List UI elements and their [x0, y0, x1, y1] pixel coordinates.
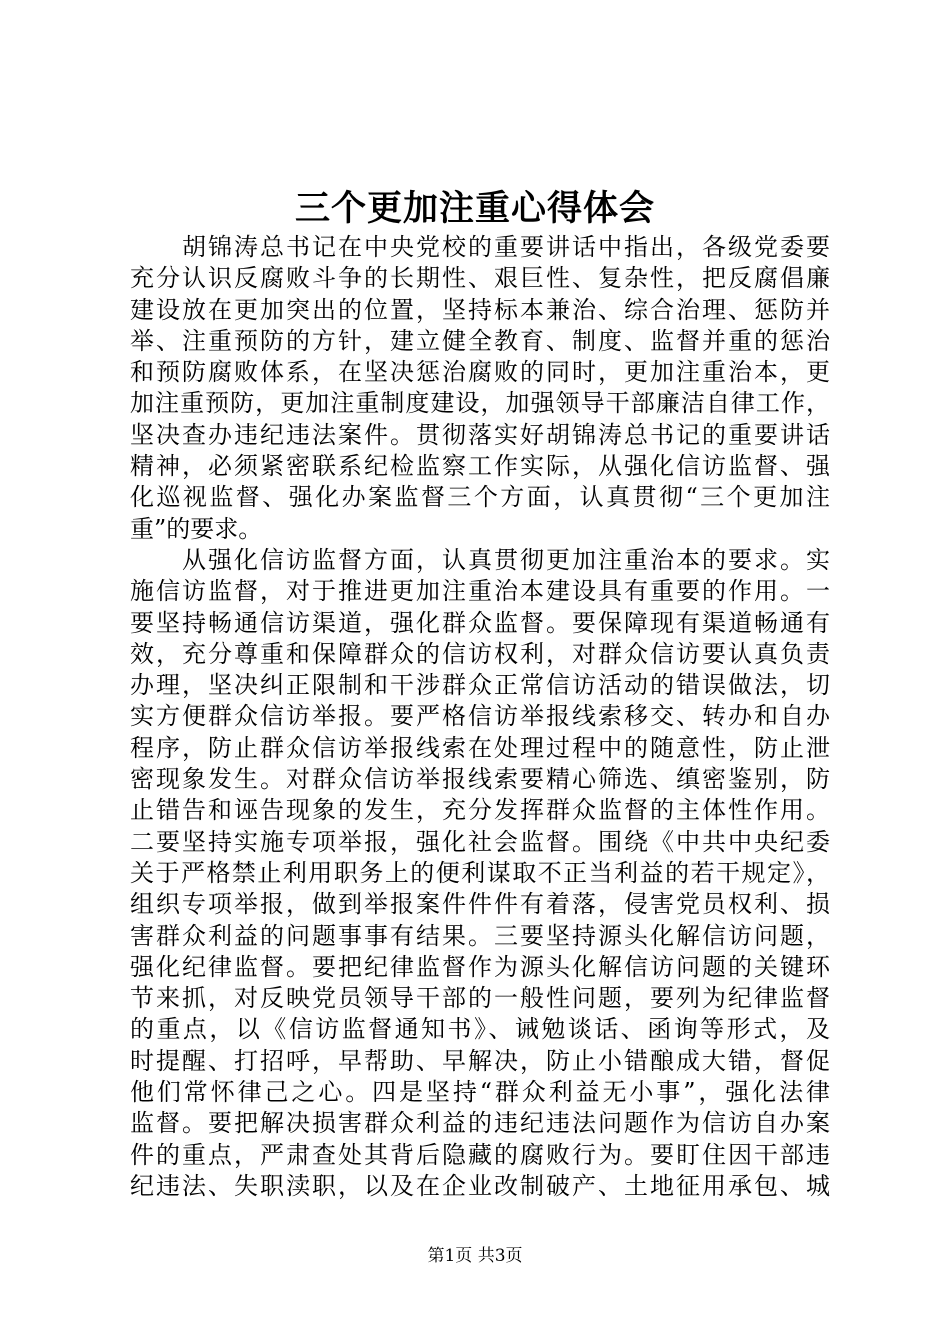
page-footer: 第1页 共3页 — [427, 1246, 523, 1266]
text-line: 他们常怀律己之心。四是坚持“群众利益无小事”，强化法律 — [130, 1078, 830, 1107]
text-line: 监督。要把解决损害群众利益的违纪违法问题作为信访自办案 — [130, 1109, 830, 1138]
text-line: 重”的要求。 — [130, 514, 263, 543]
text-line: 实方便群众信访举报。要严格信访举报线索移交、转办和自办 — [130, 702, 830, 731]
text-line: 施信访监督，对于推进更加注重治本建设具有重要的作用。一 — [130, 577, 830, 606]
text-line: 加注重预防，更加注重制度建设，加强领导干部廉洁自律工作， — [130, 389, 830, 418]
text-line: 件的重点，严肃查处其背后隐藏的腐败行为。要盯住因干部违 — [130, 1140, 830, 1169]
text-line: 胡锦涛总书记在中央党校的重要讲话中指出，各级党委要 — [130, 233, 830, 261]
text-line: 强化纪律监督。要把纪律监督作为源头化解信访问题的关键环 — [130, 952, 830, 981]
text-line: 程序，防止群众信访举报线索在处理过程中的随意性，防止泄 — [130, 733, 830, 762]
text-line: 组织专项举报，做到举报案件件件有着落，侵害党员权利、损 — [130, 890, 830, 919]
text-line: 止错告和诬告现象的发生，充分发挥群众监督的主体性作用。 — [130, 796, 830, 825]
text-line: 坚决查办违纪违法案件。贯彻落实好胡锦涛总书记的重要讲话 — [130, 420, 830, 449]
text-line: 纪违法、失职渎职，以及在企业改制破产、土地征用承包、城 — [130, 1171, 830, 1200]
text-line: 办理，坚决纠正限制和干涉群众正常信访活动的错误做法，切 — [130, 671, 830, 700]
text-line: 从强化信访监督方面，认真贯彻更加注重治本的要求。实 — [130, 545, 830, 574]
text-line: 的重点，以《信访监督通知书》、诫勉谈话、函询等形式，及 — [130, 1015, 830, 1044]
text-line: 和预防腐败体系，在坚决惩治腐败的同时，更加注重治本，更 — [130, 358, 830, 387]
text-line: 要坚持畅通信访渠道，强化群众监督。要保障现有渠道畅通有 — [130, 608, 830, 637]
text-line: 建设放在更加突出的位置，坚持标本兼治、综合治理、惩防并 — [130, 295, 830, 324]
text-line: 举、注重预防的方针，建立健全教育、制度、监督并重的惩治 — [130, 326, 830, 355]
document-title: 三个更加注重心得体会 — [294, 188, 655, 229]
text-line: 节来抓，对反映党员领导干部的一般性问题，要列为纪律监督 — [130, 984, 830, 1013]
text-line: 关于严格禁止利用职务上的便利谋取不正当利益的若干规定》， — [130, 858, 830, 887]
text-line: 时提醒、打招呼，早帮助、早解决，防止小错酿成大错，督促 — [130, 1046, 830, 1075]
text-line: 密现象发生。对群众信访举报线索要精心筛选、缜密鉴别，防 — [130, 765, 830, 794]
text-line: 化巡视监督、强化办案监督三个方面，认真贯彻“三个更加注 — [130, 483, 830, 512]
text-line: 精神，必须紧密联系纪检监察工作实际，从强化信访监督、强 — [130, 452, 830, 481]
text-line: 充分认识反腐败斗争的长期性、艰巨性、复杂性，把反腐倡廉 — [130, 264, 830, 293]
text-line: 害群众利益的问题事事有结果。三要坚持源头化解信访问题， — [130, 921, 830, 950]
text-line: 二要坚持实施专项举报，强化社会监督。围绕《中共中央纪委 — [130, 827, 830, 856]
text-line: 效，充分尊重和保障群众的信访权利，对群众信访要认真负责 — [130, 639, 830, 668]
document-body — [130, 232, 830, 1202]
